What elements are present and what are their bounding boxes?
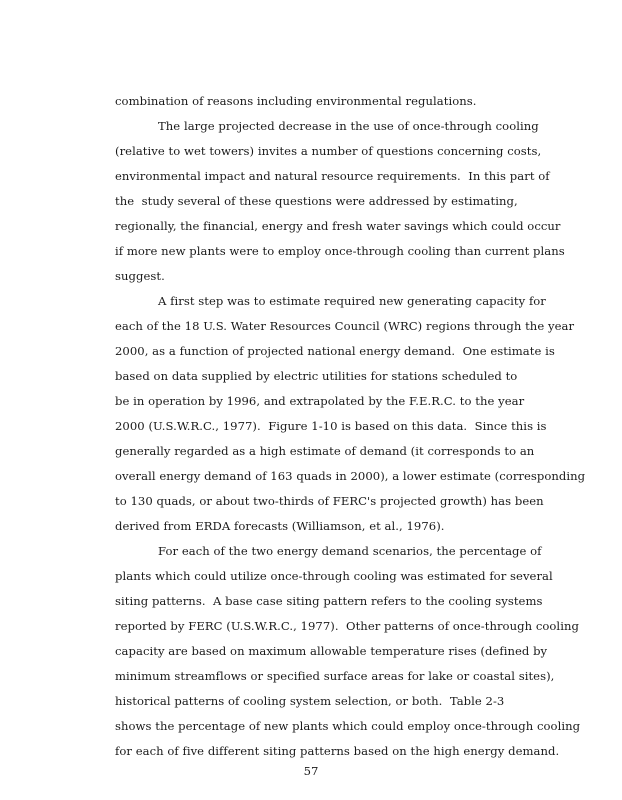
text-line: regionally, the financial, energy and fresh water savings which could occur	[115, 219, 561, 233]
text-line: generally regarded as a high estimate of demand (it corresponds to an	[115, 444, 535, 458]
text-line: for each of five different siting patterns based on the high energy demand.	[115, 744, 560, 758]
text-line: environmental impact and natural resource requirements. In this part of	[115, 169, 550, 183]
text-line: The large projected decrease in the use of once-through cooling	[158, 119, 539, 133]
text-line: overall energy demand of 163 quads in 2000), a lower estimate (corresponding	[115, 469, 586, 483]
text-line: 2000, as a function of projected national energy demand. One estimate is	[115, 344, 555, 358]
text-line: suggest.	[115, 269, 165, 283]
text-line: For each of the two energy demand scenarios, the percentage of	[158, 544, 542, 558]
text-line: minimum streamflows or specified surface areas for lake or coastal sites),	[115, 669, 555, 683]
text-line: the study several of these questions were addressed by estimating,	[115, 194, 518, 208]
text-line: historical patterns of cooling system selection, or both. Table 2-3	[115, 694, 505, 708]
text-line: capacity are based on maximum allowable temperature rises (defined by	[115, 644, 548, 658]
text-line: A first step was to estimate required new generating capacity for	[158, 294, 546, 308]
text-line: each of the 18 U.S. Water Resources Council (WRC) regions through the year	[115, 319, 575, 333]
text-line: siting patterns. A base case siting pattern refers to the cooling systems	[115, 594, 543, 608]
text-line: to 130 quads, or about two-thirds of FERC's projected growth) has been	[115, 494, 544, 508]
text-line: derived from ERDA forecasts (Williamson, et al., 1976).	[115, 519, 445, 533]
text-line: based on data supplied by electric utilities for stations scheduled to	[115, 369, 518, 383]
text-line: if more new plants were to employ once-through cooling than current plans	[115, 244, 565, 258]
text-line: shows the percentage of new plants which could employ once-through cooling	[115, 719, 581, 733]
text-line: be in operation by 1996, and extrapolated by the F.E.R.C. to the year	[115, 394, 525, 408]
text-line: 2000 (U.S.W.R.C., 1977). Figure 1-10 is based on this data. Since this is	[115, 419, 547, 433]
text-line: combination of reasons including environmental regulations.	[115, 94, 477, 108]
page-number: 57	[303, 764, 319, 778]
text-line: plants which could utilize once-through cooling was estimated for several	[115, 569, 553, 583]
text-line: (relative to wet towers) invites a number of questions concerning costs,	[115, 144, 542, 158]
text-line: reported by FERC (U.S.W.R.C., 1977). Other patterns of once-through cooling	[115, 619, 579, 633]
